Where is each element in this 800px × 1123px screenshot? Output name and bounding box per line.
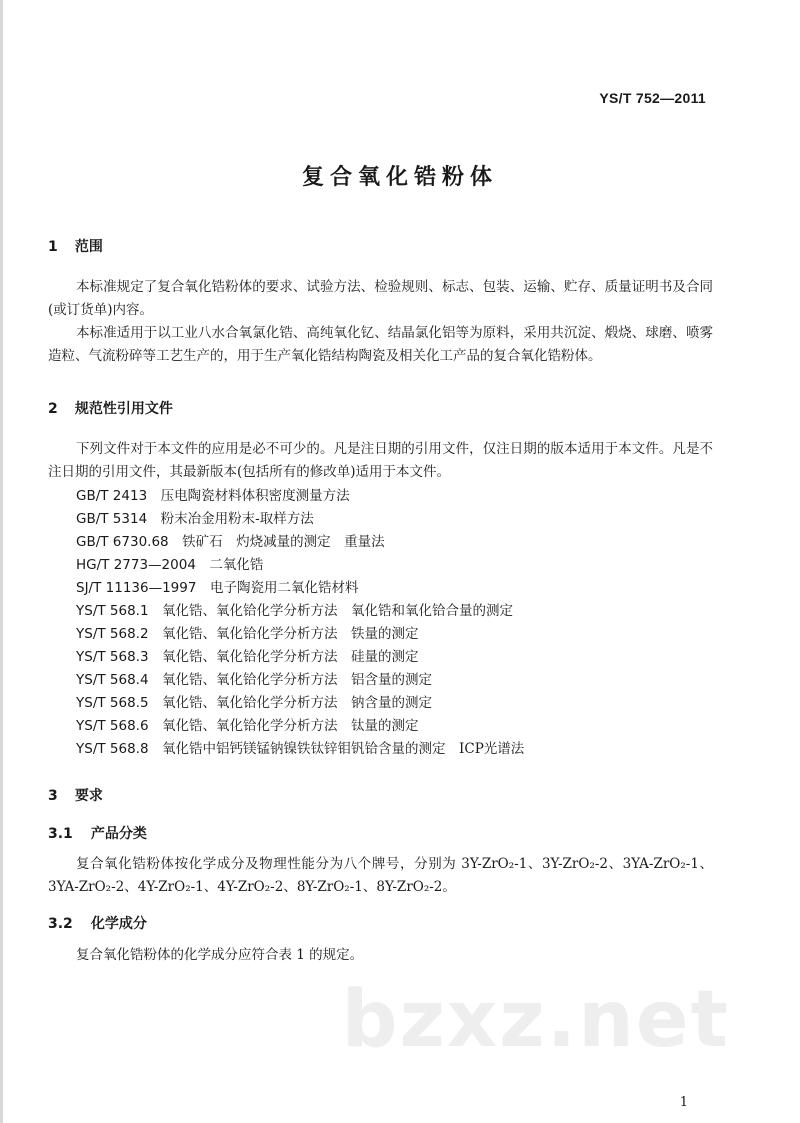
section-number: 3 (48, 788, 58, 804)
section-title: 要求 (74, 788, 103, 804)
reference-item (76, 555, 263, 575)
reference-item (76, 509, 314, 529)
reference-title: 氧化锆、氧化铪化学分析方法 铝含量的测定 (162, 672, 433, 688)
section-3-2-text: 复合氧化锆粉体的化学成分应符合表 1 的规定。 (76, 947, 364, 963)
section-number: 1 (48, 239, 58, 255)
section-title: 规范性引用文件 (74, 401, 173, 417)
reference-code: YS/T 568.2 (76, 626, 149, 642)
reference-title: 压电陶瓷材料体积密度测量方法 (160, 488, 350, 504)
reference-title: 氧化锆中铝钙镁锰钠镍铁钛锌钼钒铪含量的测定 ICP光谱法 (162, 741, 525, 757)
reference-item (76, 578, 358, 598)
reference-title: 铁矿石 灼烧减量的测定 重量法 (182, 534, 385, 550)
reference-title: 氧化锆、氧化铪化学分析方法 钠含量的测定 (162, 695, 433, 711)
section-3-heading (48, 785, 103, 805)
reference-code: YS/T 568.8 (76, 741, 149, 757)
reference-code: HG/T 2773—2004 (76, 557, 196, 573)
reference-code: YS/T 568.6 (76, 718, 149, 734)
page-number: 1 (679, 1095, 688, 1110)
section-title: 范围 (74, 239, 103, 255)
section-number: 3.1 (48, 826, 73, 842)
reference-item (76, 647, 419, 667)
reference-title: 电子陶瓷用二氧化锆材料 (209, 580, 359, 596)
section-number: 2 (48, 401, 58, 417)
reference-item (76, 739, 524, 759)
section-1-paragraph-2: 本标准适用于以工业八水合氧氯化锆、高纯氧化钇、结晶氯化铝等为原料，采用共沉淀、煅烧、球磨、喷雾造粒、气流粉碎等工艺生产的，用于生产氧化锆结构陶瓷及相关化工产品的复合氧化锆粉体。 (48, 325, 713, 364)
standard-code: YS/T 752—2011 (599, 90, 706, 106)
watermark: bzxz.net (341, 975, 730, 1065)
reference-item (76, 693, 432, 713)
reference-item (76, 670, 432, 690)
reference-item (76, 624, 419, 644)
reference-code: SJ/T 11136—1997 (76, 580, 197, 596)
section-title: 产品分类 (90, 826, 147, 842)
section-2-heading (48, 398, 173, 418)
reference-code: YS/T 568.4 (76, 672, 149, 688)
reference-title: 氧化锆、氧化铪化学分析方法 钛量的测定 (162, 718, 419, 734)
section-3-1-text: 复合氧化锆粉体按化学成分及物理性能分为八个牌号，分别为 3Y-ZrO₂-1、3Y-ZrO₂-2、3YA-ZrO₂-1、3YA-ZrO₂-2、4Y-ZrO₂-1、4Y-ZrO₂-2、8Y-ZrO₂-1、8Y-ZrO₂-2。 (48, 856, 713, 895)
reference-item (76, 716, 419, 736)
reference-code: YS/T 568.1 (76, 603, 149, 619)
reference-code: YS/T 568.3 (76, 649, 149, 665)
reference-code: YS/T 568.5 (76, 695, 149, 711)
section-3-2-heading (48, 913, 147, 933)
section-1-heading (48, 236, 103, 256)
reference-item (76, 601, 513, 621)
reference-title: 粉末冶金用粉末-取样方法 (160, 511, 314, 527)
section-2-intro: 下列文件对于本文件的应用是必不可少的。凡是注日期的引用文件，仅注日期的版本适用于本文件。凡是不注日期的引用文件，其最新版本(包括所有的修改单)适用于本文件。 (48, 441, 713, 480)
reference-code: GB/T 6730.68 (76, 534, 169, 550)
reference-code: GB/T 2413 (76, 488, 148, 504)
reference-item (76, 532, 385, 552)
reference-item (76, 486, 350, 506)
section-title: 化学成分 (90, 916, 147, 932)
reference-title: 二氧化锆 (209, 557, 264, 573)
section-3-1-heading (48, 823, 147, 843)
reference-title: 氧化锆、氧化铪化学分析方法 铁量的测定 (162, 626, 419, 642)
reference-title: 氧化锆、氧化铪化学分析方法 氧化锆和氧化铪合量的测定 (162, 603, 514, 619)
section-1-paragraph-1: 本标准规定了复合氧化锆粉体的要求、试验方法、检验规则、标志、包装、运输、贮存、质量证明书及合同(或订货单)内容。 (48, 279, 713, 318)
reference-code: GB/T 5314 (76, 511, 148, 527)
section-number: 3.2 (48, 916, 73, 932)
reference-title: 氧化锆、氧化铪化学分析方法 硅量的测定 (162, 649, 419, 665)
document-title: 复合氧化锆粉体 (301, 165, 498, 190)
